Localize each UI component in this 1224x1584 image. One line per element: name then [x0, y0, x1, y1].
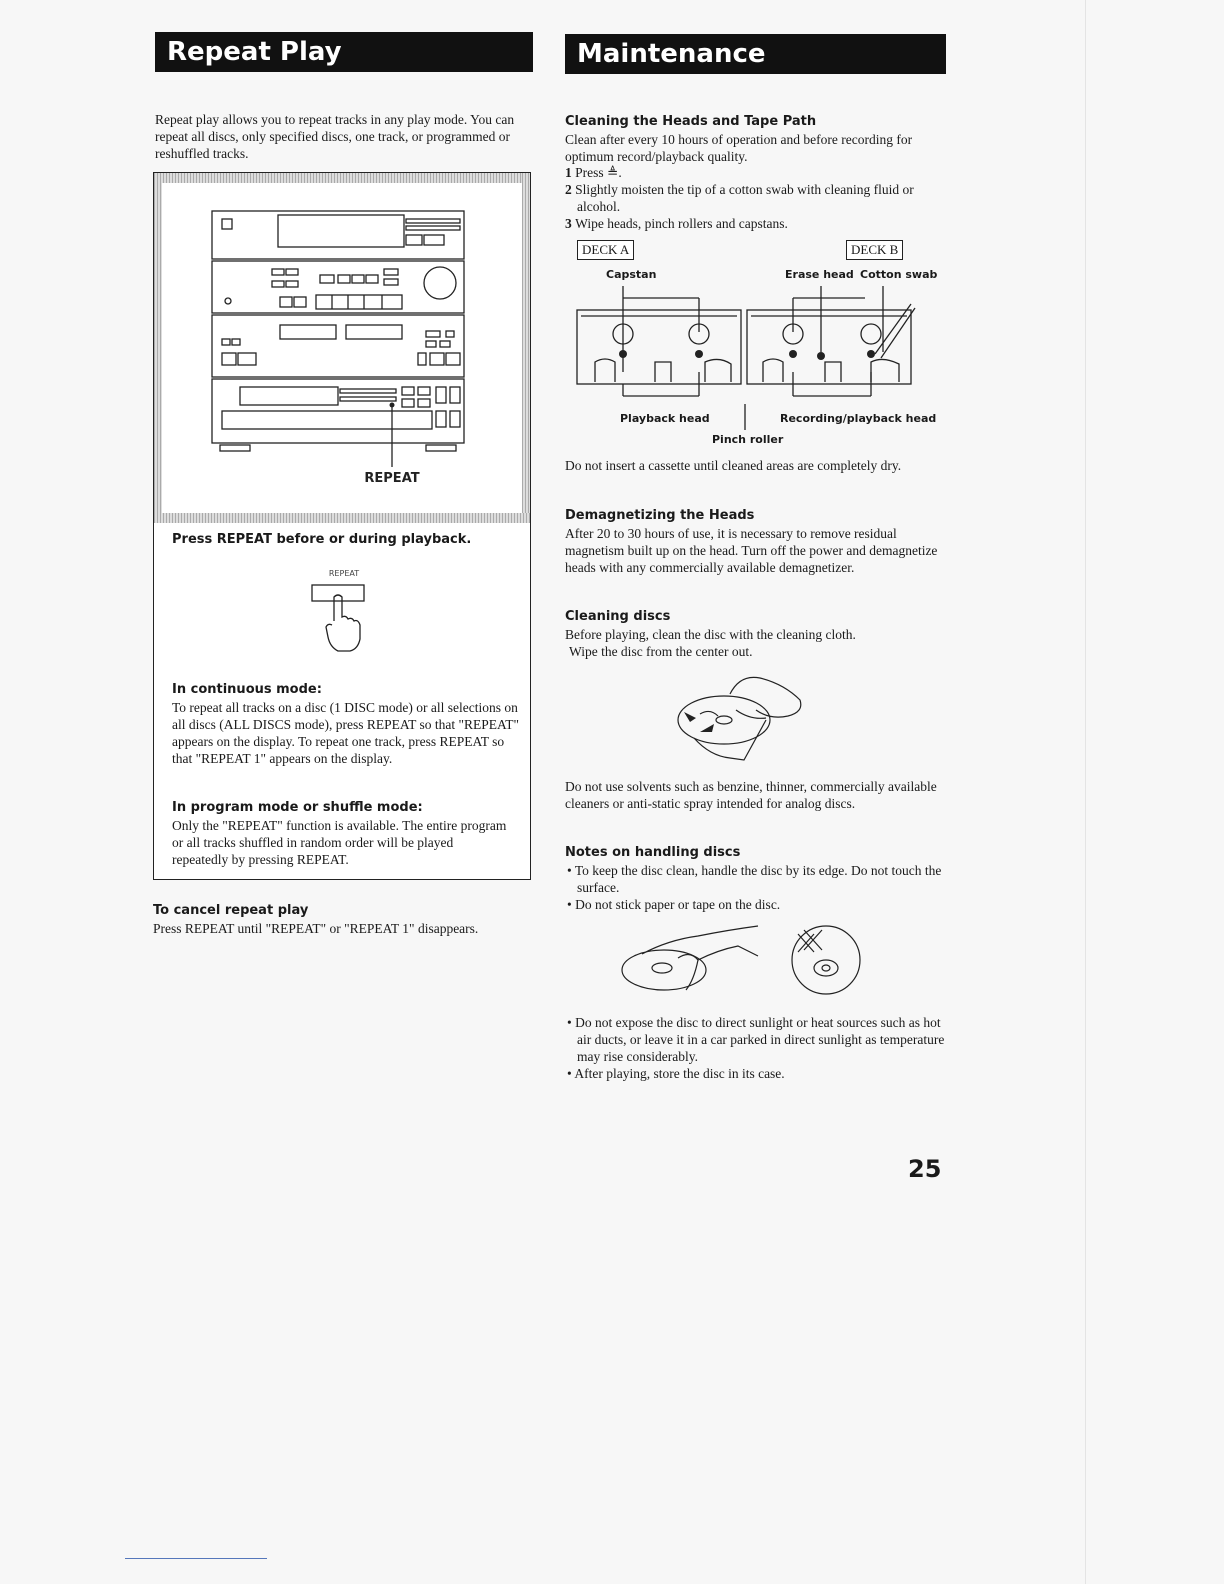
deck-a-label: DECK A [577, 240, 634, 260]
program-mode-text: Only the "REPEAT" function is available. The entire program or all tracks shuffled in random order will be played repeatedly by pressing REPEAT. [172, 818, 507, 867]
cancel-repeat-text: Press REPEAT until "REPEAT" or "REPEAT 1" disappears. [153, 921, 479, 936]
cleaning-heads-heading: Cleaning the Heads and Tape Path [565, 114, 817, 129]
scan-line [125, 1558, 267, 1559]
repeat-intro: Repeat play allows you to repeat tracks in any play mode. You can repeat all discs, only specified discs, one track, or programmed or reshuffled tracks. [155, 112, 515, 161]
handling-bullet: • Do not expose the disc to direct sunlight or heat sources such as hot air ducts, or leave it in a car parked in direct sunlight as temperature may rise considerably. [567, 1015, 945, 1064]
disc-handling-illustration [618, 920, 880, 1000]
handling-bullet: • To keep the disc clean, handle the disc by its edge. Do not touch the surface. [567, 863, 942, 895]
deck-b-label: DECK B [846, 240, 903, 260]
handling-bullet: • Do not stick paper or tape on the disc. [567, 897, 781, 912]
cleaning-discs-text1: Before playing, clean the disc with the cleaning cloth. [565, 627, 856, 642]
press-repeat-instruction: Press REPEAT before or during playback. [172, 532, 472, 547]
cleaning-discs-heading: Cleaning discs [565, 609, 671, 624]
program-mode-heading: In program mode or shuffle mode: [172, 800, 423, 815]
page-number: 25 [908, 1155, 942, 1183]
playback-head-label: Playback head [620, 412, 710, 425]
pinch-roller-pointer [740, 404, 750, 432]
cleaning-steps [565, 164, 935, 232]
step-3: 3 Wipe heads, pinch rollers and capstans. [565, 216, 788, 231]
disc-wiping-illustration [670, 664, 820, 766]
erase-head-label: Erase head [785, 268, 854, 281]
cleaning-heads-text: Clean after every 10 hours of operation and before recording for optimum record/playback quality. [565, 132, 913, 164]
repeat-play-banner: Repeat Play [155, 32, 533, 72]
rec-playback-head-label: Recording/playback head [780, 412, 937, 425]
handling-discs-heading: Notes on handling discs [565, 845, 741, 860]
continuous-mode-heading: In continuous mode: [172, 682, 322, 697]
step-2: 2 Slightly moisten the tip of a cotton swab with cleaning fluid or alcohol. [565, 182, 914, 214]
solvents-warning: Do not use solvents such as benzine, thinner, commercially available cleaners or anti-static spray intended for analog discs. [565, 779, 937, 811]
capstan-label: Capstan [606, 268, 657, 281]
scan-edge [1085, 0, 1086, 1584]
handling-bullets-2 [565, 1014, 945, 1082]
figure-repeat-label: REPEAT [364, 471, 420, 486]
button-caption: REPEAT [328, 569, 360, 578]
handling-bullet: • After playing, store the disc in its case. [567, 1066, 785, 1081]
repeat-button-hand-illustration [304, 581, 384, 661]
cancel-repeat-heading: To cancel repeat play [153, 903, 309, 918]
dry-note: Do not insert a cassette until cleaned areas are completely dry. [565, 458, 902, 473]
handling-bullets-1 [565, 862, 945, 913]
maintenance-banner: Maintenance [565, 34, 946, 74]
stereo-system-illustration [162, 183, 522, 513]
tape-path-diagram [575, 282, 920, 412]
demag-heading: Demagnetizing the Heads [565, 508, 755, 523]
demag-text: After 20 to 30 hours of use, it is necessary to remove residual magnetism built up on the head. Turn off the power and demagnetize heads with any commercially available demagnetizer. [565, 526, 938, 575]
pinch-roller-label: Pinch roller [712, 433, 784, 446]
cotton-swab-label: Cotton swab [860, 268, 938, 281]
continuous-mode-text: To repeat all tracks on a disc (1 DISC mode) or all selections on all discs (ALL DISCS mode), press REPEAT so that "REPEAT" appears on the display. To repeat one track, press REPEAT so that "REPEAT 1" appears on the display. [172, 700, 520, 766]
step-1: 1 Press ≜. [565, 165, 622, 180]
cleaning-discs-text2: Wipe the disc from the center out. [569, 644, 753, 659]
repeat-instruction-box [153, 172, 531, 880]
